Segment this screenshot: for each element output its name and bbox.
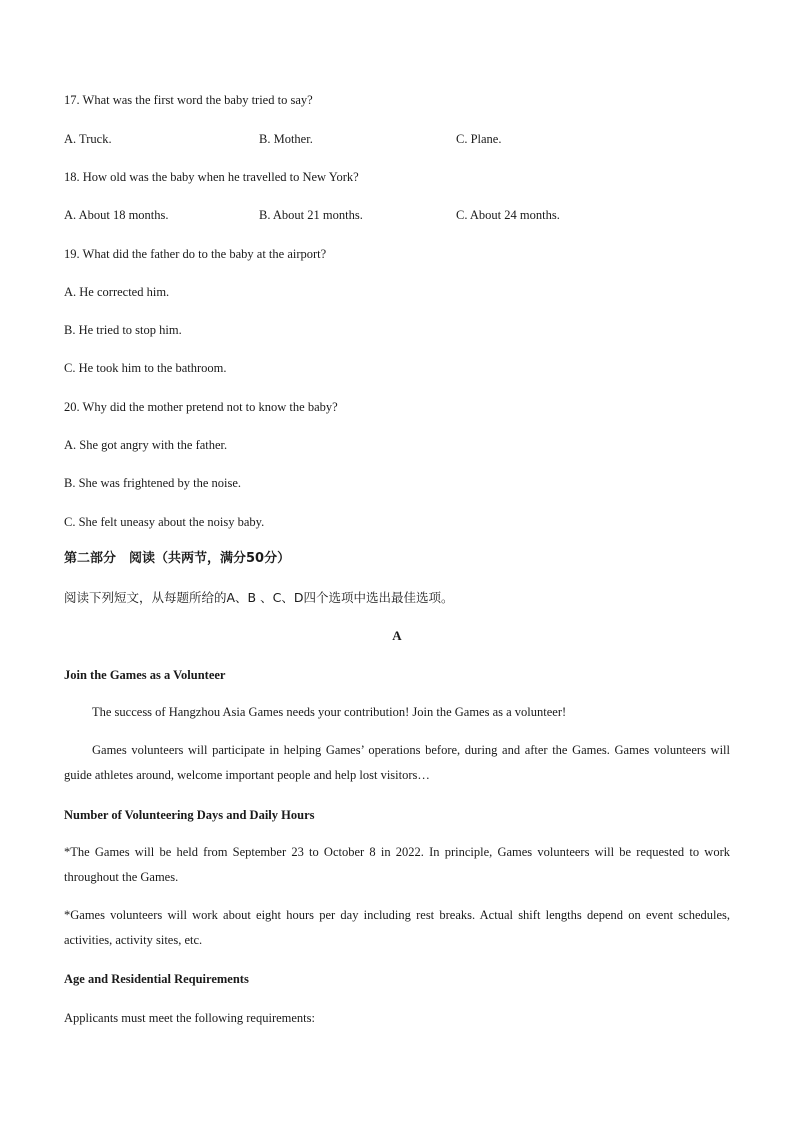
bullet-games-dates: *The Games will be held from September 23 to October 8 in 2022. In principle, Games volunteers will be requested to work throughout the Games. [64,845,730,884]
question-19-stem: 19. What did the father do to the baby at the airport? [64,247,327,261]
question-20-option-a: A. She got angry with the father. [64,438,228,452]
question-17-option-b: B. Mother. [259,132,313,146]
question-19-option-b: B. He tried to stop him. [64,323,182,337]
subheading-volunteering-days: Number of Volunteering Days and Daily Hours [64,808,315,822]
question-19-option-a: A. He corrected him. [64,285,170,299]
passage-title: Join the Games as a Volunteer [64,668,226,682]
question-19-option-c: C. He took him to the bathroom. [64,361,227,375]
question-17-option-a: A. Truck. [64,132,112,146]
question-17-option-c: C. Plane. [456,132,502,146]
bullet-daily-hours: *Games volunteers will work about eight hours per day including rest breaks. Actual shift lengths depend on event schedules, activities, activity sites, etc. [64,908,730,947]
section-heading: 第二部分 阅读（共两节，满分50分） [64,551,291,566]
requirements-intro: Applicants must meet the following requirements: [64,1011,315,1025]
question-17-stem: 17. What was the first word the baby tried to say? [64,93,313,107]
question-18-stem: 18. How old was the baby when he travelled to New York? [64,170,359,184]
question-18-option-a: A. About 18 months. [64,208,169,222]
question-20-stem: 20. Why did the mother pretend not to know the baby? [64,400,338,414]
passage-paragraph-2: Games volunteers will participate in helping Games’ operations before, during and after the Games. Games volunteers will guide athletes around, welcome important people and help lost visitors… [64,743,730,782]
passage-letter: A [392,628,402,643]
question-20-option-c: C. She felt uneasy about the noisy baby. [64,515,265,529]
question-18-option-b: B. About 21 months. [259,208,363,222]
passage-paragraph-1: The success of Hangzhou Asia Games needs your contribution! Join the Games as a volunteer! [92,705,567,719]
question-18-option-c: C. About 24 months. [456,208,560,222]
section-instruction: 阅读下列短文，从每题所给的A、B 、C、D四个选项中选出最佳选项。 [64,590,454,605]
question-20-option-b: B. She was frightened by the noise. [64,476,242,490]
subheading-age-requirements: Age and Residential Requirements [64,972,249,986]
